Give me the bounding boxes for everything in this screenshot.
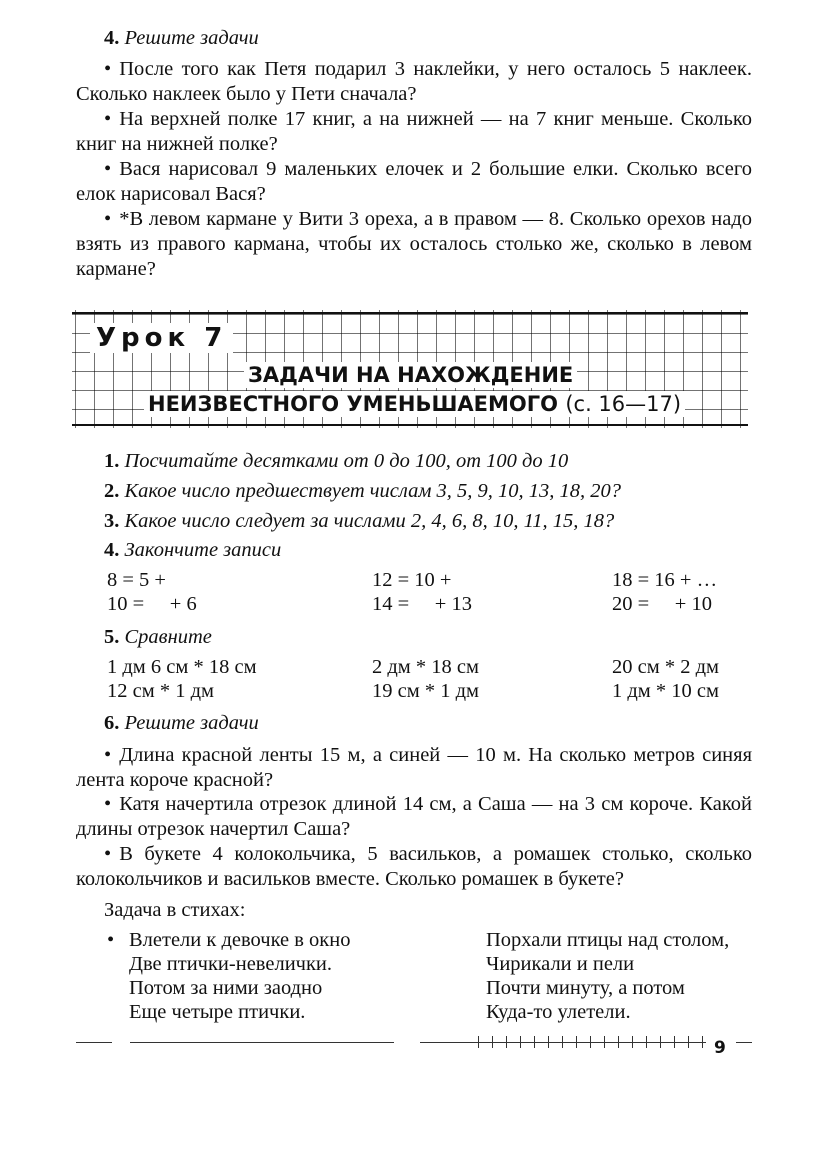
task-6-heading: 6. Решите задачи	[104, 712, 259, 734]
task-1: 1. Посчитайте десятками от 0 до 100, от 100 до 10	[104, 450, 569, 472]
section4-heading	[104, 26, 259, 51]
lesson-title-line1: ЗАДАЧИ НА НАХОЖДЕНИЕ	[244, 362, 577, 388]
section4-heading-text: Решите задачи	[124, 27, 259, 49]
footer-rule-1	[76, 1042, 112, 1043]
page-number: 9	[714, 1038, 726, 1058]
task-2: 2. Какое число предшествует числам 3, 5, 9, 10, 13, 18, 20?	[104, 480, 622, 502]
poem-left-line-1: Влетели к девочке в окно	[129, 929, 351, 951]
section4-problem-3: • Вася нарисовал 9 маленьких елочек и 2 большие елки. Сколько всего елок нарисовал Вася?	[76, 158, 752, 205]
task-4-row-1: 8 = 5 + 12 = 10 + 18 = 16 + …	[107, 569, 718, 591]
lesson-banner	[72, 310, 748, 428]
task-5-row-2: 12 см * 1 дм 19 см * 1 дм 1 дм * 10 см	[107, 680, 719, 702]
banner-top-rule	[72, 312, 748, 314]
poem-right-line-1: Порхали птицы над столом,	[486, 929, 730, 951]
poem-left-line-4: Еще четыре птички.	[129, 1001, 306, 1023]
section4-problem-2: • На верхней полке 17 книг, а на нижней — на 7 книг меньше. Сколько книг на нижней полке?	[76, 108, 752, 155]
footer-rule-2	[130, 1042, 394, 1043]
banner-bottom-rule	[72, 424, 748, 426]
poem-right-line-4: Куда-то улетели.	[486, 1001, 631, 1023]
poem-left-line-2: Две птички-невелички.	[129, 953, 333, 975]
lesson-label: Урок 7	[90, 323, 233, 353]
task-5-row-1: 1 дм 6 см * 18 см 2 дм * 18 см 20 см * 2 дм	[107, 656, 719, 678]
task-4-row-2: 10 = + 6 14 = + 13 20 = + 10	[107, 593, 712, 615]
poem-bullet: •	[107, 929, 115, 951]
poem-left-line-3: Потом за ними заодно	[129, 977, 323, 999]
task-6-problem-1: • Длина красной ленты 15 м, а синей — 10 м. На сколько метров синяя лента короче красной?	[76, 744, 752, 791]
footer-rule-4	[736, 1042, 752, 1043]
poem-right-line-2: Чирикали и пели	[486, 953, 635, 975]
poem-right-line-3: Почти минуту, а потом	[486, 977, 685, 999]
task-6-problem-2: • Катя начертила отрезок длиной 14 см, а Саша — на 3 см короче. Какой длины отрезок начертил Саша?	[76, 793, 752, 840]
task-6-problem-3: • В букете 4 колокольчика, 5 васильков, а ромашек столько, сколько колокольчиков и васильков вместе. Сколько ромашек в букете?	[76, 843, 752, 890]
section4-number: 4.	[104, 27, 120, 49]
footer-ticks	[478, 1036, 706, 1048]
section4-problem-1: • После того как Петя подарил 3 наклейки, у него осталось 5 наклеек. Сколько наклеек было у Пети сначала?	[76, 58, 752, 105]
lesson-pages: (с. 16—17)	[565, 392, 682, 416]
section4-problem-4: • *В левом кармане у Вити 3 ореха, а в правом — 8. Сколько орехов надо взять из правого кармана, чтобы их осталось столько же, сколько в левом кармане?	[76, 208, 752, 280]
lesson-title-line2: НЕИЗВЕСТНОГО УМЕНЬШАЕМОГО (с. 16—17)	[144, 391, 685, 417]
poem-intro: Задача в стихах:	[104, 899, 246, 921]
task-3: 3. Какое число следует за числами 2, 4, 6, 8, 10, 11, 15, 18?	[104, 510, 615, 532]
task-4-heading: 4. Закончите записи	[104, 539, 282, 561]
task-5-heading: 5. Сравните	[104, 626, 212, 648]
